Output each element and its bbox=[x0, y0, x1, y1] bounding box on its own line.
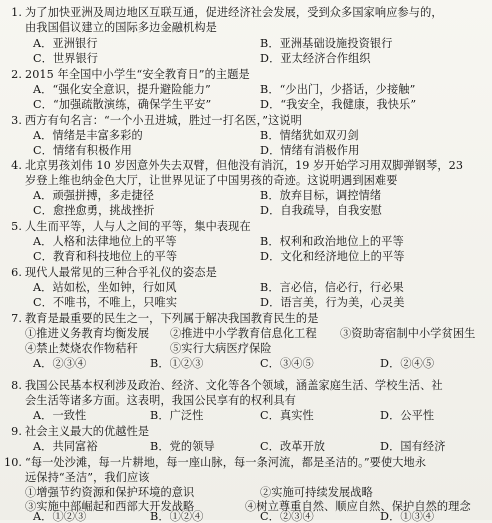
question-4-line-2: 岁登上维也纳金色大厅，让世界见证了中国男孩的奇迹。这说明遇到困难要 bbox=[25, 174, 398, 187]
q9-option-c: C．改革开放 bbox=[260, 440, 326, 453]
question-number: 8. bbox=[11, 379, 22, 392]
q9-option-a: A．共同富裕 bbox=[33, 440, 98, 453]
q8-option-c: C．真实性 bbox=[260, 409, 314, 422]
question-stem: 现代人最常见的三种合乎礼仪的姿态是 bbox=[25, 266, 217, 279]
question-stem: 西方有句名言：“一个小丑进城，胜过一打名医，”这说明 bbox=[25, 114, 302, 127]
q10-option-d: D．①③④ bbox=[380, 510, 435, 523]
question-8-line-2: 会生活等诸多方面。这表明，我国公民享有的权利具有 bbox=[25, 394, 296, 407]
q5-option-c: C．教育和科技地位上的平等 bbox=[33, 250, 178, 263]
q7-item-2: ②推进中小学教育信息化工程 bbox=[170, 327, 317, 340]
q2-option-a: A．“强化安全意识，提升避险能力” bbox=[33, 83, 211, 96]
q3-option-a: A．情绪是丰富多彩的 bbox=[33, 129, 143, 142]
q7-option-c: C．③④⑤ bbox=[260, 357, 314, 370]
q1-option-a: A．亚洲银行 bbox=[33, 37, 98, 50]
q2-option-c: C．“加强疏散演练，确保学生平安” bbox=[33, 98, 212, 111]
question-7-line-1 bbox=[4, 312, 318, 326]
q8-option-a: A．一致性 bbox=[33, 409, 87, 422]
q1-option-c: C．世界银行 bbox=[33, 52, 99, 65]
q9-option-b: B．党的领导 bbox=[150, 440, 215, 453]
q5-option-a: A．人格和法律地位上的平等 bbox=[33, 235, 177, 248]
q2-option-d: D．“我安全，我健康，我快乐” bbox=[260, 98, 417, 111]
question-1-line-2: 由我国倡议建立的国际多边金融机构是 bbox=[25, 21, 217, 34]
q9-option-d: D．国有经济 bbox=[380, 440, 446, 453]
q2-option-b: B．“少出门，少搭话，少接触” bbox=[260, 83, 416, 96]
q5-option-b: B．权利和政治地位上的平等 bbox=[260, 235, 404, 248]
question-9-line-1 bbox=[4, 425, 149, 439]
q4-option-c: C．愈挫愈勇，挑战挫折 bbox=[33, 204, 155, 217]
question-number: 3. bbox=[11, 114, 22, 127]
question-stem: 人生而平等，人与人之间的平等，集中表现在 bbox=[25, 220, 251, 233]
q7-item-1: ①推进义务教育均衡发展 bbox=[25, 327, 150, 340]
q4-option-d: D．自我疏导，自我安慰 bbox=[260, 204, 382, 217]
q1-option-b: B．亚洲基础设施投资银行 bbox=[260, 37, 393, 50]
q3-option-b: B．情绪犹如双刃剑 bbox=[260, 129, 359, 142]
question-10-line-2: 远保持“圣洁”，我们应该 bbox=[25, 471, 150, 484]
q3-option-c: C．情绪有积极作用 bbox=[33, 144, 132, 157]
question-stem: 我国公民基本权利涉及政治、经济、文化等各个领域，涵盖家庭生活、学校生活、社 bbox=[25, 379, 443, 392]
q6-option-c: C．不唯书，不唯上，只唯实 bbox=[33, 296, 178, 309]
question-stem: 社会主义最大的优越性是 bbox=[25, 425, 150, 438]
question-1-line-1 bbox=[4, 6, 443, 20]
question-stem: 2015 年全国中小学生“安全教育日”的主题是 bbox=[25, 68, 250, 81]
q10-item-1: ①增强节约资源和保护环境的意识 bbox=[25, 486, 195, 499]
q10-item-4: ④树立尊重自然、顺应自然、保护自然的理念 bbox=[245, 500, 471, 513]
q6-option-b: B．言必信，信必行，行必果 bbox=[260, 281, 404, 294]
question-3-line-1 bbox=[4, 114, 302, 128]
question-2-line-1 bbox=[4, 68, 250, 82]
question-10-line-1 bbox=[4, 456, 426, 470]
q7-item-5: ⑤实行大病医疗保险 bbox=[170, 342, 272, 355]
q5-option-d: D．文化和经济地位上的平等 bbox=[260, 250, 405, 263]
q7-item-3: ③资助寄宿制中小学贫困生 bbox=[340, 327, 476, 340]
q3-option-d: D．情绪有消极作用 bbox=[260, 144, 360, 157]
question-stem: 为了加快亚洲及周边地区互联互通，促进经济社会发展，受到众多国家响应参与的， bbox=[25, 6, 443, 19]
q10-option-b: B．①②④ bbox=[150, 510, 204, 523]
q1-option-d: D．亚太经济合作组织 bbox=[260, 52, 371, 65]
question-number: 6. bbox=[11, 266, 22, 279]
q10-option-a: A．①②③ bbox=[33, 510, 87, 523]
q10-item-3: ③实施中部崛起和西部大开发战略 bbox=[25, 500, 195, 513]
question-stem: 教育是最重要的民生之一，下列属于解决我国教育民生的是 bbox=[25, 312, 319, 325]
q7-option-d: D．②④⑤ bbox=[380, 357, 435, 370]
question-number: 9. bbox=[11, 425, 22, 438]
q8-option-d: D．公平性 bbox=[380, 409, 435, 422]
question-5-line-1 bbox=[4, 220, 251, 234]
question-number: 7. bbox=[11, 312, 22, 325]
question-number: 5. bbox=[11, 220, 22, 233]
q10-option-c: C．②③④ bbox=[260, 510, 314, 523]
question-number: 4. bbox=[11, 159, 22, 172]
q7-option-b: B．①②③ bbox=[150, 357, 204, 370]
q4-option-a: A．顽强拼搏，多走捷径 bbox=[33, 189, 155, 202]
question-stem: 北京男孩刘伟 10 岁因意外失去双臂，但他没有消沉，19 岁开始学习用双脚弹钢琴，23 bbox=[25, 159, 464, 172]
question-8-line-1 bbox=[4, 379, 443, 393]
q4-option-b: B．放弃目标，调控情绪 bbox=[260, 189, 382, 202]
question-number: 2. bbox=[11, 68, 22, 81]
q6-option-a: A．站如松，坐如钟，行如风 bbox=[33, 281, 177, 294]
question-stem: “每一处沙滩，每一片耕地，每一座山脉，每一条河流，都是圣洁的。”要使大地永 bbox=[25, 456, 427, 469]
question-4-line-1 bbox=[4, 159, 463, 173]
question-number: 1. bbox=[11, 6, 22, 19]
q7-item-4: ④禁止焚烧农作物秸秆 bbox=[25, 342, 138, 355]
q6-option-d: D．语言美，行为美，心灵美 bbox=[260, 296, 405, 309]
question-6-line-1 bbox=[4, 266, 217, 280]
question-number: 10. bbox=[4, 456, 23, 469]
q10-item-2: ②实施可持续发展战略 bbox=[260, 486, 373, 499]
q8-option-b: B．广泛性 bbox=[150, 409, 204, 422]
q7-option-a: A．②③④ bbox=[33, 357, 87, 370]
